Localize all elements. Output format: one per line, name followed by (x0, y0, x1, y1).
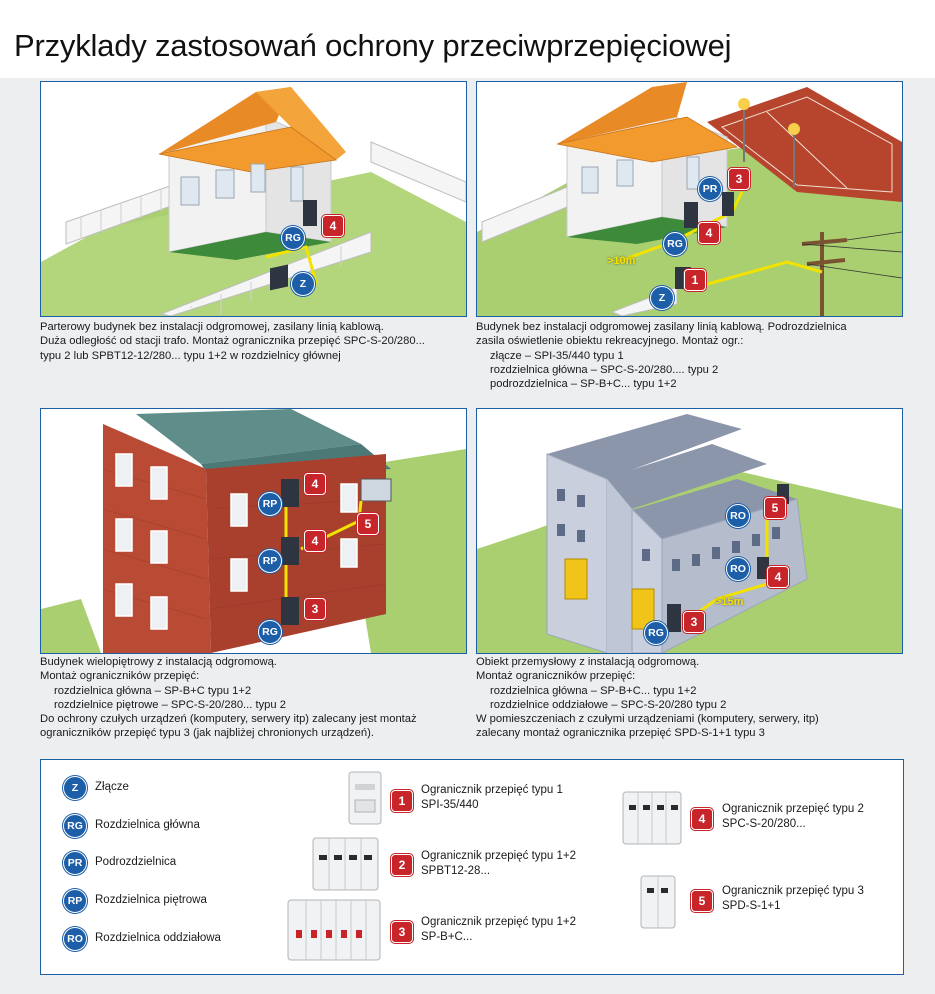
badge-z: Z (650, 286, 674, 310)
legend-badge-rg: RG (63, 814, 87, 838)
panel-house-court (476, 81, 903, 317)
device-3-icon (288, 900, 380, 960)
legend-label: Rozdzielnica oddziałowa (95, 932, 221, 944)
title-bar (0, 0, 935, 78)
device-4-icon (623, 792, 681, 844)
badge-rg: RG (663, 232, 687, 256)
badge-4: 4 (767, 566, 789, 588)
legend-num-4: 4 (691, 808, 713, 830)
badge-5: 5 (764, 497, 786, 519)
badge-rg: RG (281, 226, 305, 250)
legend-badge-ro: RO (63, 927, 87, 951)
legend-badge-z: Z (63, 776, 87, 800)
distance-label: >15m (715, 596, 744, 608)
legend-device-text: Ogranicznik przepięć typu 1+2 SP-B+C... (421, 916, 577, 943)
legend-label: Rozdzielnica główna (95, 819, 200, 831)
legend-num-1: 1 (391, 790, 413, 812)
badge-4: 4 (322, 215, 344, 237)
legend-num-3: 3 (391, 921, 413, 943)
panel-house (40, 81, 467, 317)
house-illustration (41, 82, 466, 316)
badge-4: 4 (698, 222, 720, 244)
panel-brick-building (40, 408, 467, 654)
badge-rp: RP (258, 549, 282, 573)
legend (40, 759, 904, 975)
legend-num-5: 5 (691, 890, 713, 912)
page-title: Przyklady zastosowań ochrony przeciwprzepięciowej (14, 28, 732, 63)
legend-device-text: Ogranicznik przepięć typu 1+2 SPBT12-28... (421, 850, 577, 877)
badge-rg: RG (258, 620, 282, 644)
badge-pr: PR (698, 177, 722, 201)
caption-brick-building: Budynek wielopiętrowy z instalacją odgromową. Montaż ograniczników przepięć: rozdzielnica główna – SP-B+C typu 1+2 rozdzielnice piętrowe – SPC-S-20/280... typu 2 Do ochrony czułych urządzeń (komputery, serwery itp) zalecany jest montaż ograniczników przepięć typu 3 (jak najbliżej chronionych urządzeń). (40, 656, 417, 740)
legend-device-text: Ogranicznik przepięć typu 2 SPC-S-20/280... (722, 803, 864, 830)
device-1-icon (349, 772, 381, 824)
badge-4: 4 (304, 473, 326, 495)
legend-device-text: Ogranicznik przepięć typu 1 SPI-35/440 (421, 784, 563, 811)
caption-house-court: Budynek bez instalacji odgromowej zasilany linią kablową. Podrozdzielnica zasila oświetlenie obiektu rekreacyjnego. Montaż ogr.: złącze – SPI-35/440 typu 1 rozdzielnica główna – SPC-S-20/280.... typu 2 podrozdzielnica – SP-B+C... typu 1+2 (476, 321, 847, 391)
caption-industrial: Obiekt przemysłowy z instalacją odgromową. Montaż ograniczników przepięć: rozdzielnica główna – SP-B+C... typu 1+2 rozdzielnice oddziałowe – SPC-S-20/280 typu 2 W pomieszczeniach z czułymi urządzeniami (komputery, serwery, itp) zalecany montaż ogranicznika przepięć SPD-S-1+1 typu 3 (476, 656, 819, 740)
device-5-icon (641, 876, 675, 928)
badge-ro: RO (726, 557, 750, 581)
badge-z: Z (291, 272, 315, 296)
brick-building-illustration (41, 409, 466, 653)
device-2-icon (313, 838, 378, 890)
caption-house: Parterowy budynek bez instalacji odgromowej, zasilany linią kablową. Duża odległość od stacji trafo. Montaż ogranicznika przepięć SPC-S-20/280... typu 2 lub SPBT12-12/280... typu 1+2 w rozdzielnicy głównej (40, 321, 425, 362)
badge-rp: RP (258, 492, 282, 516)
badge-3: 3 (683, 611, 705, 633)
legend-badge-pr: PR (63, 851, 87, 875)
panel-industrial (476, 408, 903, 654)
badge-1: 1 (684, 269, 706, 291)
legend-device-text: Ogranicznik przepięć typu 3 SPD-S-1+1 (722, 885, 864, 912)
legend-label: Rozdzielnica piętrowa (95, 894, 207, 906)
badge-3: 3 (304, 598, 326, 620)
badge-rg: RG (644, 621, 668, 645)
legend-badge-rp: RP (63, 889, 87, 913)
legend-num-2: 2 (391, 854, 413, 876)
badge-5: 5 (357, 513, 379, 535)
badge-ro: RO (726, 504, 750, 528)
legend-label: Złącze (95, 781, 129, 793)
badge-3: 3 (728, 168, 750, 190)
badge-4: 4 (304, 530, 326, 552)
legend-label: Podrozdzielnica (95, 856, 177, 868)
distance-label: >10m (607, 255, 636, 267)
